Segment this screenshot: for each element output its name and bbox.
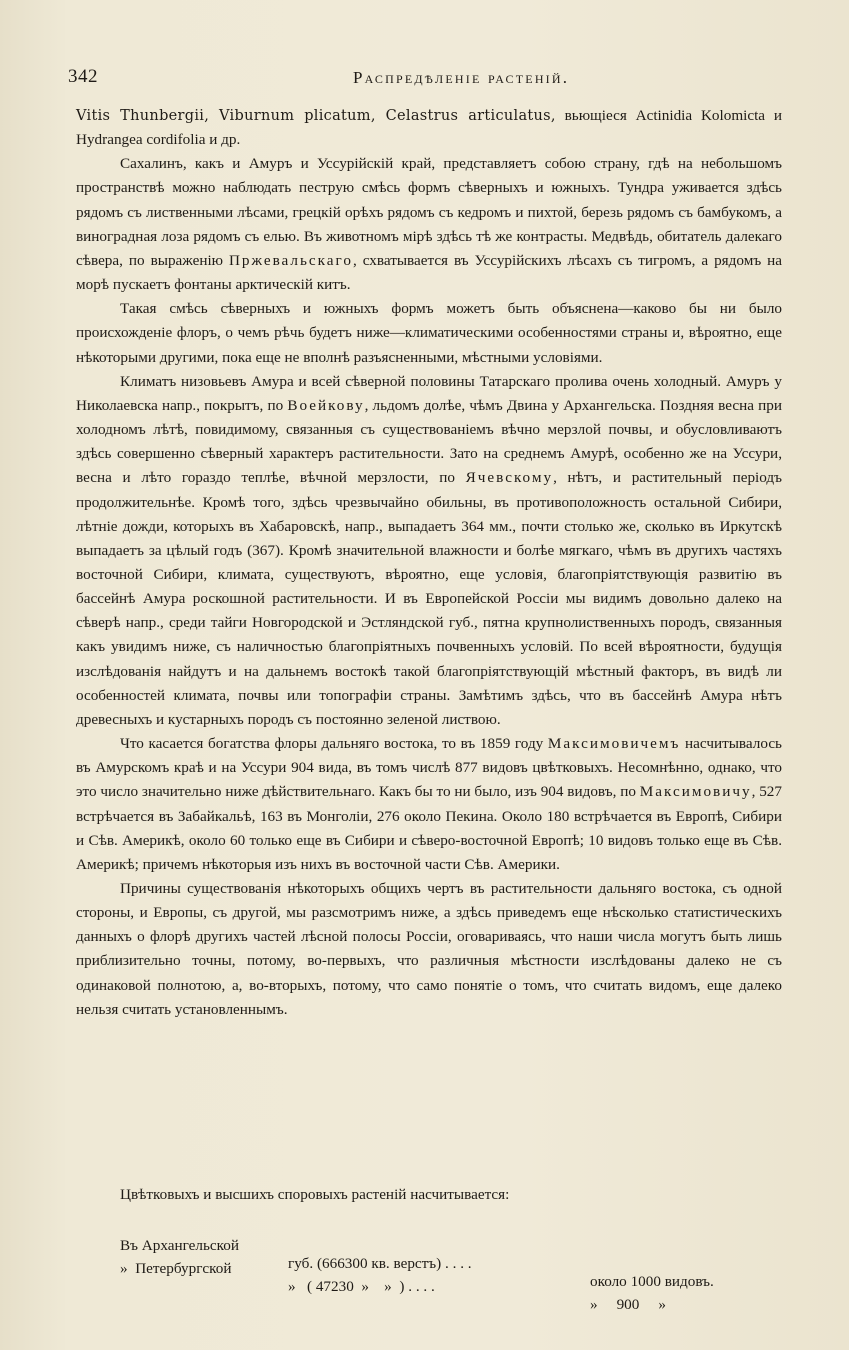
stats-intro: Цвѣтковыхъ и высшихъ споровыхъ растеній насчитывается: xyxy=(120,1186,510,1203)
paragraph-text: , схватывается въ Уссурійскихъ лѣсахъ съ тигромъ, а рядомъ на морѣ пускаетъ фонтаны арктическій китъ. xyxy=(76,251,782,294)
paragraph-text: Климатъ низовьевъ Амура и всей сѣверной половины Татарскаго пролива очень холодный. Амуръ у Николаевска напр., покрытъ, по xyxy=(76,372,782,414)
paragraph-text: Что касается богатства флоры дальняго востока, то въ 1859 году xyxy=(120,735,548,753)
stats-area: губ. (666300 кв. верстъ) . . . . xyxy=(288,1255,472,1272)
paragraph-mixture xyxy=(76,297,782,369)
author-name: Максимовичемъ xyxy=(547,735,681,753)
paragraph-text: Причины существованія нѣкоторыхъ общихъ чертъ въ растительности дальняго востока, съ одной стороны, и Европы, съ другой, мы разсмотримъ ниже, а здѣсь приведемъ еще нѣсколько статистическихъ данныхъ о флорѣ другихъ частей лѣсной полосы Россіи, оговариваясь, что наши числа могутъ быть лишь приблизительно точны, потому, во-первыхъ, что различныя мѣстности изслѣдованы далеко не съ одинаковой полнотою, а, во-вторыхъ, потому, что само понятіе о томъ, что считать видомъ, еще далеко нельзя считать установленнымъ. xyxy=(76,880,782,1018)
paragraph-text: , нѣтъ, и растительный періодъ продолжительнѣе. Кромѣ того, здѣсь чрезвычайно обильны, въ противоположность остальной Сибири, лѣтніе дожди, которыхъ въ Хабаровскѣ, напр., выпадаетъ 364 мм., почти столько же, сколько въ Иркутскѣ выпадаетъ за цѣлый годъ (367). Кромѣ значительной влажности и болѣе мягкаго, чѣмъ въ другихъ частяхъ восточной Сибири, климата, существуютъ, вѣроятно, еще условія, благопріятствующія развитію въ бассейнѣ Амура роскошной растительности. И въ Европейской Россіи мы видимъ довольно далеко на сѣверѣ напр., среди тайги Новгородской и Эстляндской губ., пятна крупнолиственныхъ породъ, связанныя какъ увидимъ ниже, съ наличностью благопріятныхъ почвенныхъ условій. По всей вѣроятности, будущія изслѣдованія найдутъ и на дальнемъ востокѣ такой благопріятствующій мѣстный факторъ, въ видѣ ли особенностей климата, почвы или топографіи страны. Замѣтимъ здѣсь, что въ бассейнѣ Амура нѣтъ древесныхъ и кустарныхъ породъ съ постоянно зеленой листвою. xyxy=(76,469,782,728)
paragraph-sakhalin xyxy=(76,152,782,297)
page-number: 342 xyxy=(68,66,98,87)
paragraph-text: Такая смѣсь сѣверныхъ и южныхъ формъ можетъ быть объяснена—каково бы ни было происхожденіе флоръ, о чемъ рѣчь будетъ ниже—климатическими особенностями страны и, вѣроятно, еще нѣкоторыми другими, пока еще не вполнѣ разъясненными, мѣстными условіями. xyxy=(76,300,782,366)
paragraph-text: , 527 встрѣчается въ Забайкальѣ, 163 въ Монголіи, 276 около Пекина. Около 180 встрѣчается въ Европѣ, Сибири и Сѣв. Америкѣ, около 60 только еще въ Сибири и сѣверо-восточной Европѣ; 10 видовъ только еще въ Сѣв. Америкѣ; причемъ нѣкоторыя изъ нихъ въ восточной части Сѣв. Америки. xyxy=(76,783,782,873)
author-name: Пржевальскаго xyxy=(228,251,353,269)
author-name: Воейкову xyxy=(287,396,365,414)
paragraph-text: насчитывалось въ Амурскомъ краѣ и на Уссури 904 вида, въ томъ числѣ 877 видовъ цвѣтковыхъ. Несомнѣнно, однако, что это число значительно ниже дѣйствительнаго. Какъ бы то ни было, изъ 904 видовъ, по xyxy=(76,735,782,801)
paragraph-causes xyxy=(76,877,782,1022)
stats-area: » ( 47230 » » ) . . . . xyxy=(288,1278,435,1295)
body-text xyxy=(76,104,782,1022)
page-header xyxy=(68,66,780,94)
paragraph-climate xyxy=(76,370,782,732)
running-title: Распредѣленіе растеній. xyxy=(353,68,570,87)
stats-region: » Петербургской xyxy=(120,1260,232,1277)
paragraph-continuation xyxy=(76,104,782,152)
stats-count: » 900 » xyxy=(590,1296,666,1313)
paragraph-text: , льдомъ долѣе, чѣмъ Двина у Архангельска. Поздняя весна при холодномъ лѣтѣ, повидимому, связанныя съ существованіемъ вѣчно мерзлой почвы, и обусловливаютъ здѣсь совершенно сѣверный характеръ растительности. Зато на среднемъ Амурѣ, особенно же на Уссури, весна и лѣто гораздо теплѣе, вѣчной мерзлости, по xyxy=(76,396,782,487)
author-name: Ячевскому xyxy=(465,469,554,487)
stats-count: около 1000 видовъ. xyxy=(590,1273,714,1290)
latin-species-names: Vitis Thunbergii, Viburnum plicatum, Celastrus articulatus, xyxy=(76,108,556,124)
paragraph-flora-richness xyxy=(76,732,782,877)
paragraph-text: вьющіеся Actinidia Kolomicta и Hydrangea cordifolia и др. xyxy=(76,107,782,149)
paragraph-text: Сахалинъ, какъ и Амуръ и Уссурійскій край, представляетъ собою страну, гдѣ на небольшомъ пространствѣ можно наблюдать пеструю смѣсь формъ сѣверныхъ и южныхъ. Тундра уживается здѣсь рядомъ съ лиственными лѣсами, грецкій орѣхъ рядомъ съ кедромъ и пихтой, березь рядомъ съ бамбукомъ, а виноградная лоза рядомъ съ елью. Въ животномъ мірѣ здѣсь тѣ же контрасты. Медвѣдь, обитатель далекаго сѣвера, по выраженію xyxy=(76,155,782,269)
stats-region: Въ Архангельской xyxy=(120,1237,239,1254)
author-name: Максимовичу xyxy=(639,783,752,801)
